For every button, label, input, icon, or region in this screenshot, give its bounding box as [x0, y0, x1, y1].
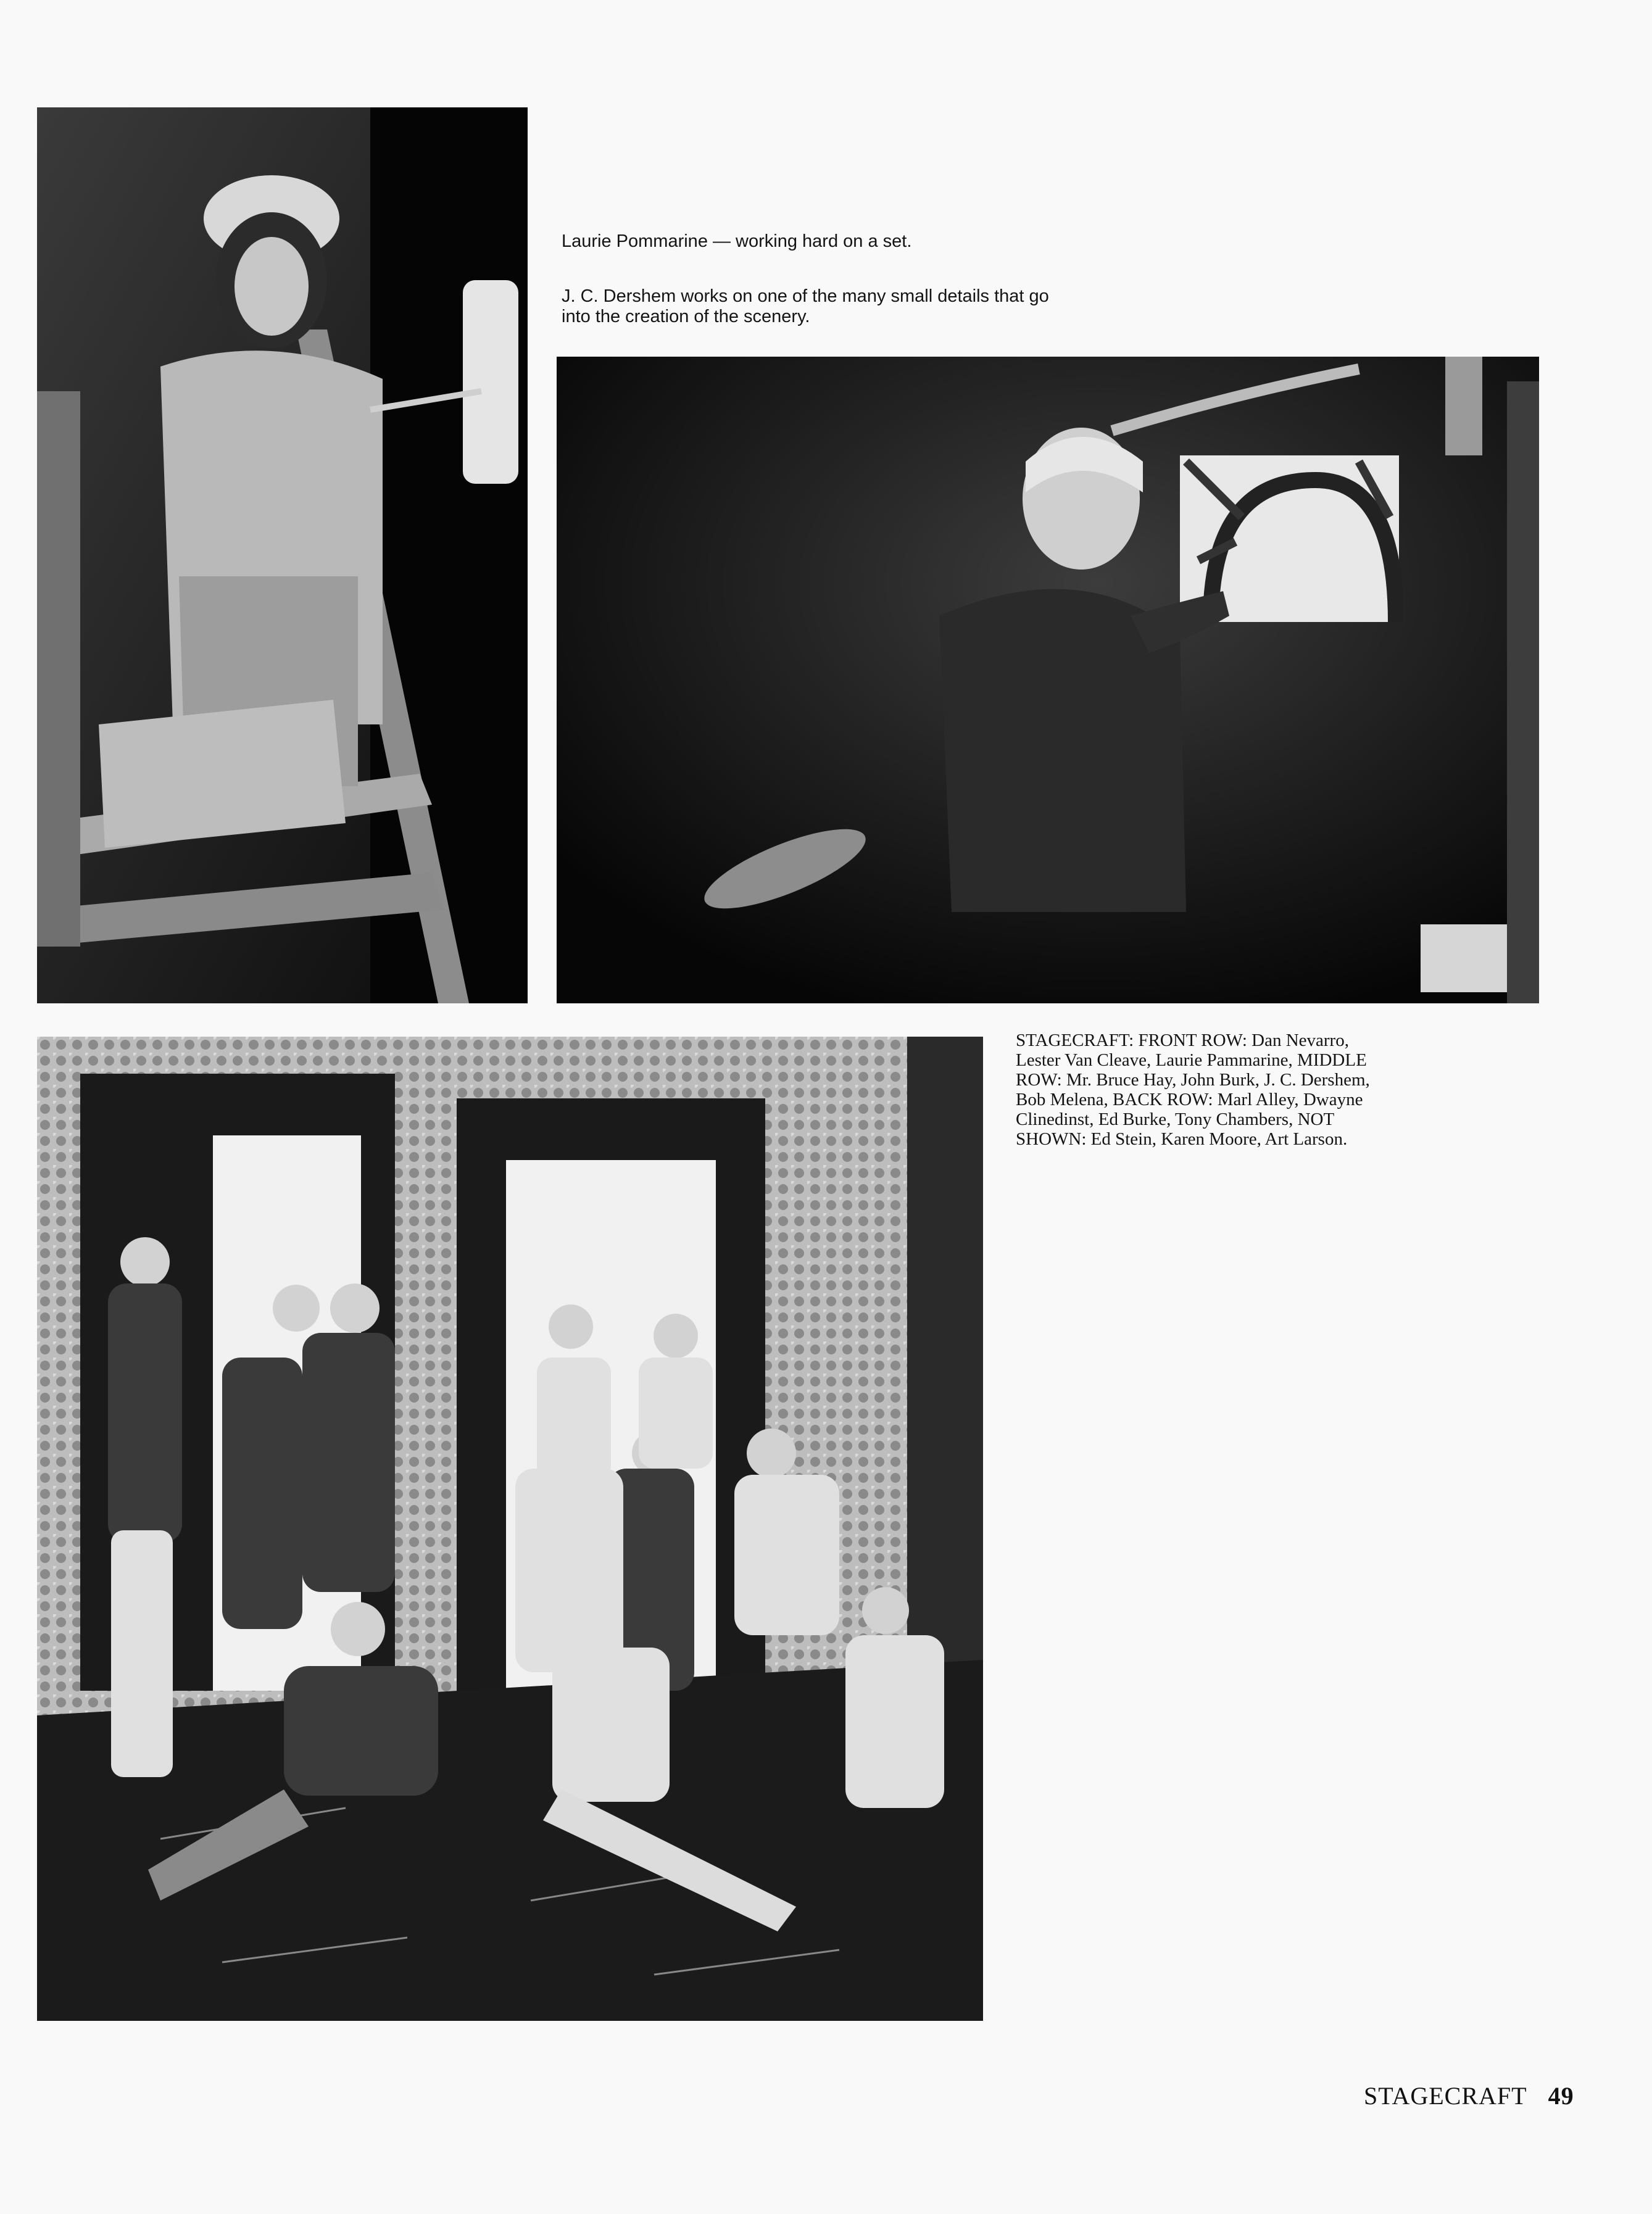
photo-jc-dershem-painting — [557, 357, 1539, 1003]
photo-laurie-on-ladder — [37, 107, 528, 1003]
photo-laurie-image — [37, 107, 528, 1003]
photo-jc-image — [557, 357, 1539, 1003]
caption-group-names: STAGECRAFT: FRONT ROW: Dan Nevarro, Lester Van Cleave, Laurie Pammarine, MIDDLE ROW: Mr. Bruce Hay, John Burk, J. C. Dershem, Bob Melena, BACK ROW: Marl Alley, Dwayne Clinedinst, Ed Burke, Tony Chambers, NOT SHOWN: Ed Stein, Karen Moore, Art Larson. — [1016, 1030, 1370, 1149]
footer-section-title: STAGECRAFT — [1364, 2082, 1527, 2110]
photo-group-image — [37, 1037, 983, 2021]
caption-laurie: Laurie Pommarine — working hard on a set. — [562, 231, 912, 251]
photo-stagecraft-group — [37, 1037, 983, 2021]
page-number: 49 — [1548, 2082, 1574, 2110]
page-footer — [1364, 2081, 1611, 2110]
caption-jc-dershem: J. C. Dershem works on one of the many small details that go into the creation of the scenery. — [562, 286, 1049, 326]
